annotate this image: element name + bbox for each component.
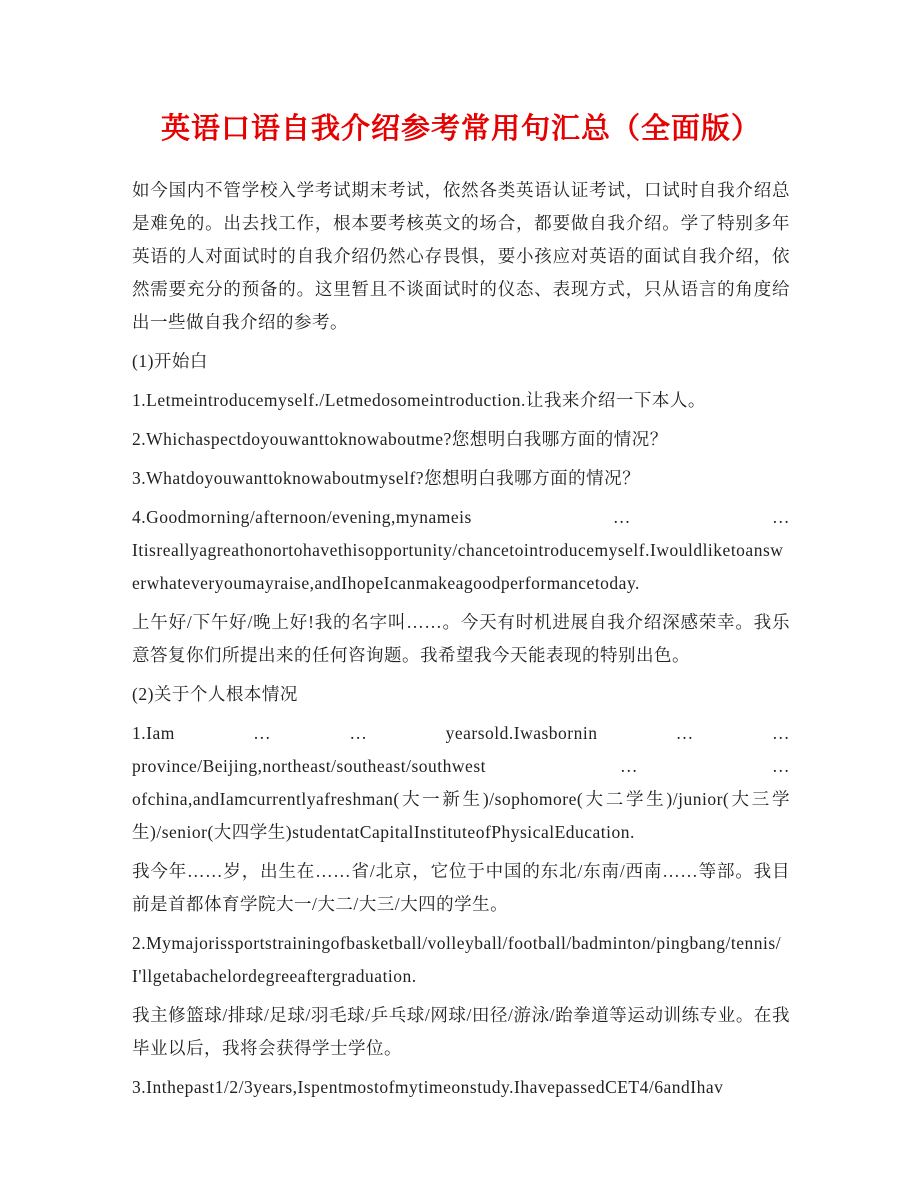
intro-paragraph: 如今国内不管学校入学考试期末考试，依然各类英语认证考试，口试时自我介绍总是难免的。出去找工作，根本要考核英文的场合，都要做自我介绍。学了特别多年英语的人对面试时的自我介绍仍然心存畏惧，要小孩应对英语的面试自我介绍，依然需要充分的预备的。这里暂且不谈面试时的仪态、表现方式，只从语言的角度给出一些做自我介绍的参考。: [132, 180, 790, 332]
section-2-phrase-2-translation: 我主修篮球/排球/足球/羽毛球/乒乓球/网球/田径/游泳/跆拳道等运动训练专业。在我毕业以后，我将会获得学士学位。: [132, 1005, 790, 1058]
section-1-phrase-3: 3.Whatdoyouwanttoknowaboutmyself?您想明白我哪方面的情况？: [132, 468, 641, 488]
section-2-phrase-1-line-1: 1.Iam … … yearsold.Iwasbornin … …: [132, 723, 790, 743]
section-2-phrase-3-clipped: 3.Inthepast1/2/3years,Ispentmostofmytimeonstudy.IhavepassedCET4/6andIhav: [132, 1077, 724, 1097]
section-1-phrase-4-translation: 上午好/下午好/晚上好!我的名字叫……。今天有时机进展自我介绍深感荣幸。我乐意答复你们所提出来的任何咨询题。我希望我今天能表现的特别出色。: [132, 612, 790, 665]
section-1-phrase-1: 1.Letmeintroducemyself./Letmedosomeintroduction.让我来介绍一下本人。: [132, 390, 706, 410]
document-title: 英语口语自我介绍参考常用句汇总（全面版）: [160, 113, 761, 145]
section-2-phrase-1-continuation: ofchina,andIamcurrentlyafreshman(大一新生)/sophomore(大二学生)/junior(大三学生)/senior(大四学生)studentatCapitalInstituteofPhysicalEducation.: [132, 789, 790, 842]
section-1-heading: (1)开始白: [132, 351, 208, 371]
section-1-phrase-2: 2.Whichaspectdoyouwanttoknowaboutme?您想明白我哪方面的情况？: [132, 429, 668, 449]
section-1-phrase-4-continuation: Itisreallyagreathonortohavethisopportunity/chancetointroducemyself.Iwouldliketoanswerwhateveryoumayraise,andIhopeIcanmakeagoodperformancetoday.: [132, 540, 784, 593]
section-2-phrase-2: 2.Mymajorissportstrainingofbasketball/volleyball/football/badminton/pingbang/tennis/I'llgetabachelordegreeaftergraduation.: [132, 933, 782, 986]
section-2-phrase-1-line-2: province/Beijing,northeast/southeast/southwest … …: [132, 756, 790, 776]
section-2-phrase-1-translation: 我今年……岁，出生在……省/北京，它位于中国的东北/东南/西南……等部。我目前是首都体育学院大一/大二/大三/大四的学生。: [132, 861, 790, 914]
section-1-phrase-4-opening: 4.Goodmorning/afternoon/evening,mynameis … …: [132, 507, 790, 527]
section-2-heading: (2)关于个人根本情况: [132, 684, 298, 704]
